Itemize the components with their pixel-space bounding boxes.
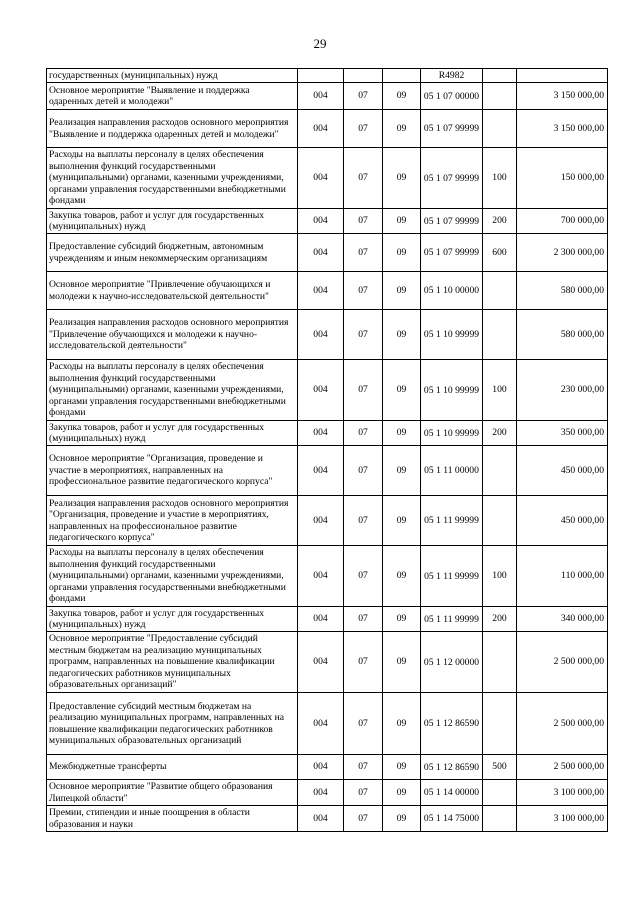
row-pr: 09 [383,148,421,209]
row-csr: 05 1 10 99999 [421,421,483,446]
row-sum: 3 100 000,00 [517,780,608,806]
row-rz: 07 [344,148,383,209]
row-vr [483,693,517,755]
row-name: Предоставление субсидий бюджетным, автономным учреждениям и иным некоммерческим организациям [47,234,298,272]
row-sum: 3 150 000,00 [517,110,608,148]
row-rz: 07 [344,272,383,310]
row-sum: 110 000,00 [517,546,608,607]
row-vr [483,83,517,110]
row-name: Расходы на выплаты персоналу в целях обеспечения выполнения функций государственными (муниципальными) органами, казенными учреждениями, органами управления государственными внебюджетными фондами [47,148,298,209]
row-vr [483,632,517,693]
row-pr: 09 [383,209,421,234]
row-vr: 200 [483,421,517,446]
table-row [47,69,608,83]
row-name: Расходы на выплаты персоналу в целях обеспечения выполнения функций государственными (муниципальными) органами, казенными учреждениями, органами управления государственными внебюджетными фондами [47,546,298,607]
row-gr: 004 [298,446,344,496]
row-vr: 200 [483,209,517,234]
row-sum: 230 000,00 [517,360,608,421]
row-name: Закупка товаров, работ и услуг для государственных (муниципальных) нужд [47,421,298,446]
row-sum: 3 150 000,00 [517,83,608,110]
table-row [47,421,608,446]
row-sum: 350 000,00 [517,421,608,446]
row-gr: 004 [298,607,344,632]
row-pr [383,69,421,83]
row-csr: 05 1 12 86590 [421,693,483,755]
row-pr: 09 [383,272,421,310]
page-number: 29 [313,36,327,51]
row-csr: 05 1 07 99999 [421,209,483,234]
table-row [47,806,608,832]
row-pr: 09 [383,310,421,360]
row-pr: 09 [383,632,421,693]
row-gr: 004 [298,496,344,546]
row-sum: 580 000,00 [517,310,608,360]
row-sum: 2 500 000,00 [517,632,608,693]
row-sum: 450 000,00 [517,496,608,546]
row-sum: 3 100 000,00 [517,806,608,832]
row-sum: 450 000,00 [517,446,608,496]
row-rz: 07 [344,446,383,496]
row-vr [483,310,517,360]
row-name: Реализация направления расходов основного мероприятия "Выявление и поддержка одаренных детей и молодежи" [47,110,298,148]
row-pr: 09 [383,607,421,632]
row-rz: 07 [344,360,383,421]
row-rz: 07 [344,693,383,755]
row-name: Основное мероприятие "Выявление и поддержка одаренных детей и молодежи" [47,83,298,110]
row-name: Премии, стипендии и иные поощрения в области образования и науки [47,806,298,832]
row-sum [517,69,608,83]
row-sum: 580 000,00 [517,272,608,310]
row-csr: 05 1 07 99999 [421,148,483,209]
budget-table [46,68,608,832]
row-pr: 09 [383,83,421,110]
row-name: Реализация направления расходов основного мероприятия "Организация, проведение и участие в мероприятиях, направленных на профессиональное развитие педагогического корпуса" [47,496,298,546]
row-vr [483,496,517,546]
row-pr: 09 [383,496,421,546]
table-row [47,780,608,806]
row-name: Закупка товаров, работ и услуг для государственных (муниципальных) нужд [47,607,298,632]
row-name: Расходы на выплаты персоналу в целях обеспечения выполнения функций государственными (муниципальными) органами, казенными учреждениями, органами управления государственными внебюджетными фондами [47,360,298,421]
row-pr: 09 [383,234,421,272]
row-csr: 05 1 07 99999 [421,110,483,148]
table-row [47,272,608,310]
row-csr: 05 1 12 86590 [421,755,483,780]
row-vr: 100 [483,148,517,209]
row-csr: 05 1 11 99999 [421,607,483,632]
table-row [47,632,608,693]
row-rz: 07 [344,607,383,632]
row-name: Межбюджетные трансферты [47,755,298,780]
row-pr: 09 [383,546,421,607]
table-row [47,110,608,148]
row-name: Основное мероприятие "Привлечение обучающихся и молодежи к научно-исследовательской деятельности" [47,272,298,310]
row-gr: 004 [298,148,344,209]
row-vr: 100 [483,360,517,421]
row-sum: 340 000,00 [517,607,608,632]
row-pr: 09 [383,446,421,496]
row-vr [483,446,517,496]
row-sum: 2 500 000,00 [517,693,608,755]
row-vr [483,272,517,310]
table-row [47,360,608,421]
row-gr: 004 [298,546,344,607]
row-pr: 09 [383,755,421,780]
row-rz: 07 [344,546,383,607]
row-vr [483,110,517,148]
table-row [47,607,608,632]
row-sum: 700 000,00 [517,209,608,234]
row-rz: 07 [344,310,383,360]
row-sum: 2 500 000,00 [517,755,608,780]
row-gr [298,69,344,83]
row-rz [344,69,383,83]
row-rz: 07 [344,209,383,234]
row-vr: 200 [483,607,517,632]
row-gr: 004 [298,234,344,272]
row-vr: 500 [483,755,517,780]
row-rz: 07 [344,806,383,832]
row-csr: 05 1 12 00000 [421,632,483,693]
table-row [47,209,608,234]
row-sum: 150 000,00 [517,148,608,209]
row-rz: 07 [344,83,383,110]
row-gr: 004 [298,693,344,755]
row-pr: 09 [383,421,421,446]
row-vr [483,780,517,806]
row-csr: 05 1 10 99999 [421,310,483,360]
row-pr: 09 [383,780,421,806]
row-vr [483,806,517,832]
row-gr: 004 [298,755,344,780]
row-vr: 100 [483,546,517,607]
table-row [47,546,608,607]
row-gr: 004 [298,421,344,446]
row-pr: 09 [383,360,421,421]
row-rz: 07 [344,234,383,272]
row-name: Основное мероприятие "Предоставление субсидий местным бюджетам на реализацию муниципальных программ, направленных на повышение квалификации педагогических работников муниципальных образовательных организаций" [47,632,298,693]
table-row [47,446,608,496]
row-csr: 05 1 10 00000 [421,272,483,310]
row-rz: 07 [344,755,383,780]
row-csr: 05 1 11 99999 [421,546,483,607]
table-row [47,693,608,755]
row-sum: 2 300 000,00 [517,234,608,272]
table-row [47,148,608,209]
row-csr: 05 1 07 00000 [421,83,483,110]
row-name: Предоставление субсидий местным бюджетам на реализацию муниципальных программ, направленных на повышение квалификации педагогических работников муниципальных образовательных организаций [47,693,298,755]
row-rz: 07 [344,632,383,693]
row-rz: 07 [344,496,383,546]
row-gr: 004 [298,780,344,806]
row-name: Основное мероприятие "Развитие общего образования Липецкой области" [47,780,298,806]
row-rz: 07 [344,421,383,446]
row-name: Основное мероприятие "Организация, проведение и участие в мероприятиях, направленных на профессиональное развитие педагогического корпуса" [47,446,298,496]
table-row [47,310,608,360]
table-row [47,755,608,780]
table-row [47,83,608,110]
row-gr: 004 [298,83,344,110]
row-csr: 05 1 11 00000 [421,446,483,496]
row-name: Закупка товаров, работ и услуг для государственных (муниципальных) нужд [47,209,298,234]
row-pr: 09 [383,110,421,148]
row-gr: 004 [298,110,344,148]
row-rz: 07 [344,110,383,148]
row-csr: 05 1 14 00000 [421,780,483,806]
row-name: государственных (муниципальных) нужд [47,69,298,83]
row-gr: 004 [298,806,344,832]
row-rz: 07 [344,780,383,806]
row-vr: 600 [483,234,517,272]
row-csr: 05 1 07 99999 [421,234,483,272]
row-csr: 05 1 10 99999 [421,360,483,421]
row-pr: 09 [383,693,421,755]
row-name: Реализация направления расходов основного мероприятия "Привлечение обучающихся и молодежи к научно-исследовательской деятельности" [47,310,298,360]
row-vr [483,69,517,83]
row-gr: 004 [298,272,344,310]
row-gr: 004 [298,209,344,234]
table-row [47,234,608,272]
row-csr: 05 1 11 99999 [421,496,483,546]
row-pr: 09 [383,806,421,832]
row-gr: 004 [298,310,344,360]
row-csr: R4982 [421,69,483,83]
row-gr: 004 [298,632,344,693]
table-row [47,496,608,546]
row-gr: 004 [298,360,344,421]
row-csr: 05 1 14 75000 [421,806,483,832]
